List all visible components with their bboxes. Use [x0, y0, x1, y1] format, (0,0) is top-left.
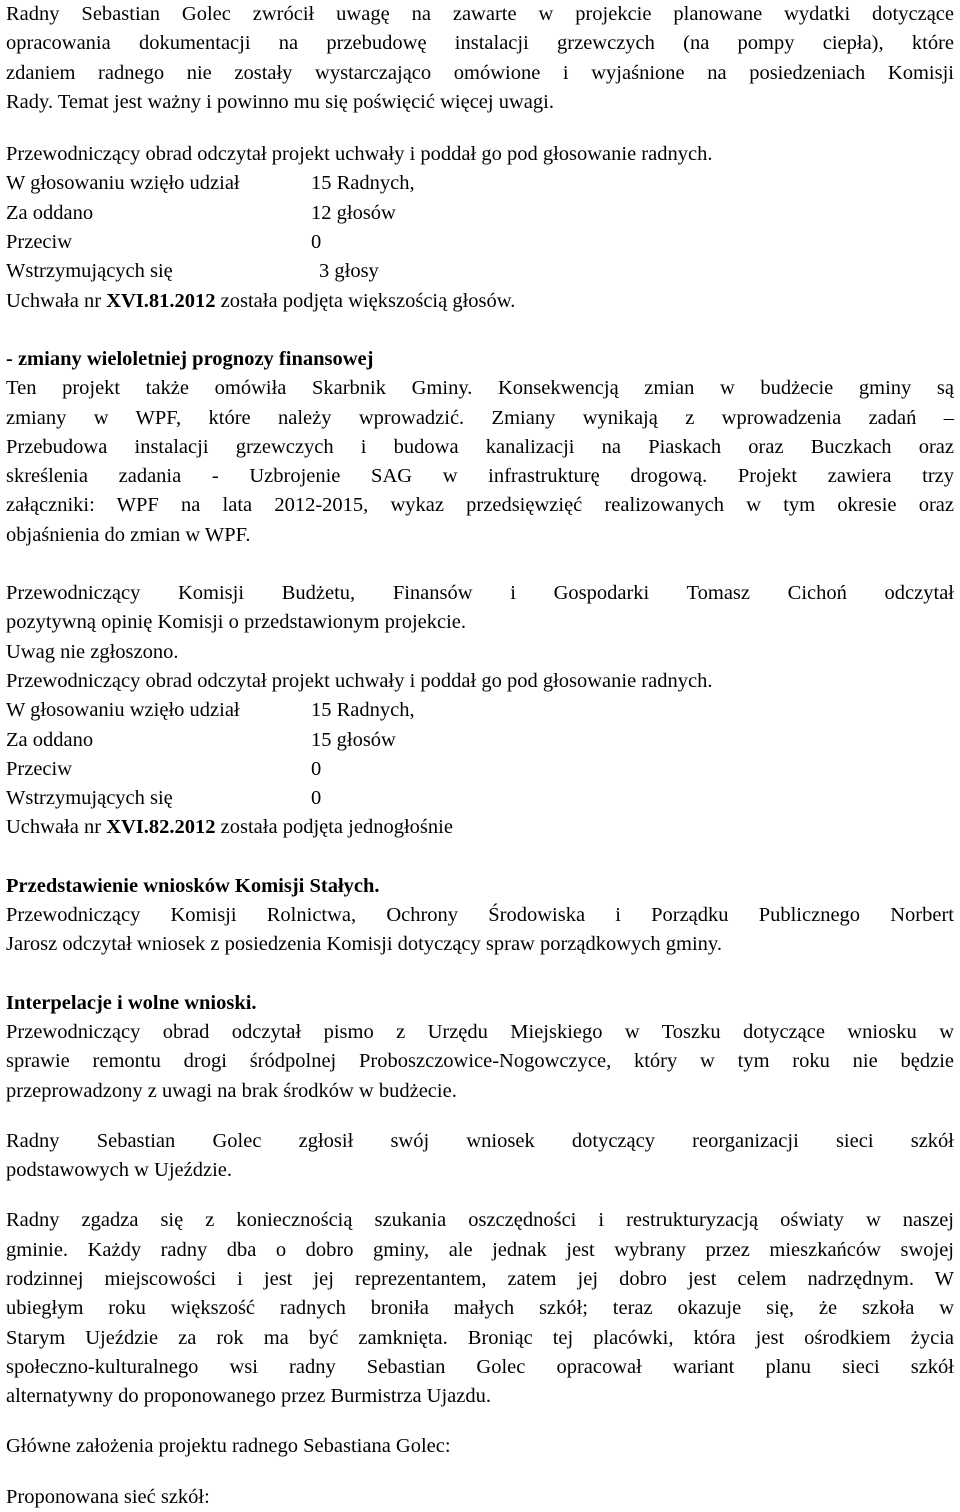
vote-label: Wstrzymujących się [6, 260, 173, 283]
vote-intro: Przewodniczący obrad odczytał projekt uchwały i poddał go pod głosowanie radnych. [6, 669, 713, 692]
text-line: gminie. Każdy radny dba o dobro gminy, ale jednak jest wybrany przez mieszkańców swojej [6, 1238, 954, 1261]
section-heading: - zmiany wieloletniej prognozy finansowej [6, 347, 374, 370]
paragraph-golec-motion [6, 1127, 954, 1186]
text-line: rodzinnej miejscowości i jest jej reprezentantem, zatem jej dobro jest celem nadrzędnym. W [6, 1267, 954, 1290]
text-line: opracowania dokumentacji na przebudowę instalacji grzewczych (na pompy ciepła), które [6, 32, 954, 55]
paragraph-committee-opinion [6, 579, 954, 667]
text-line: Radny Sebastian Golec zgłosił swój wniosek dotyczący reorganizacji sieci szkół [6, 1129, 954, 1152]
vote-block-1 [6, 140, 954, 316]
vote-result [6, 287, 954, 316]
vote-for [6, 199, 954, 228]
text-line: społeczno-kulturalnego wsi radny Sebastian Golec opracował wariant planu sieci szkół [6, 1355, 954, 1378]
vote-against [6, 228, 954, 257]
text-line: Starym Ujeździe za rok ma być zamknięta. Broniąc tej placówki, która jest ośrodkiem życia [6, 1326, 954, 1349]
no-remarks: Uwag nie zgłoszono. [6, 640, 179, 663]
vote-value: 15 Radnych, [311, 699, 415, 722]
vote-participated [6, 169, 954, 198]
text-line: sprawie remontu drogi śródpolnej Proboszczowice-Nogowczyce, który w tym roku nie będzie [6, 1050, 954, 1073]
vote-block-2 [6, 667, 954, 843]
vote-label: Za oddano [6, 728, 94, 751]
vote-value: 0 [311, 231, 322, 254]
vote-abstain [6, 257, 954, 286]
text-line: podstawowych w Ujeździe. [6, 1159, 233, 1182]
text-line: Ten projekt także omówiła Skarbnik Gminy. Konsekwencją zmian w budżecie gminy są [6, 377, 954, 400]
vote-label: W głosowaniu wzięło udział [6, 699, 240, 722]
result-prefix: Uchwała nr [6, 289, 107, 312]
text-line: ubiegłym roku większość radnych broniła małych szkół; teraz okazuje się, że szkoła w [6, 1297, 954, 1320]
vote-label: W głosowaniu wzięło udział [6, 172, 240, 195]
vote-result [6, 813, 954, 842]
text-line: Rady. Temat jest ważny i powinno mu się poświęcić więcej uwagi. [6, 90, 554, 113]
vote-label: Przeciw [6, 757, 73, 780]
section-heading: Przedstawienie wniosków Komisji Stałych. [6, 874, 380, 897]
result-suffix: została podjęta większością głosów. [215, 289, 516, 312]
text-line: Przewodniczący obrad odczytał pismo z Urzędu Miejskiego w Toszku dotyczące wniosku w [6, 1020, 954, 1043]
paragraph-golec-heating [6, 0, 954, 117]
vote-label: Przeciw [6, 231, 73, 254]
text-line: alternatywny do proponowanego przez Burmistrza Ujazdu. [6, 1385, 492, 1408]
vote-value: 0 [311, 757, 322, 780]
text-line: załączniki: WPF na lata 2012-2015, wykaz przedsięwzięć realizowanych w tym okresie oraz [6, 494, 954, 517]
text-line: Przebudowa instalacji grzewczych i budowa kanalizacji na Piaskach oraz Buczkach oraz [6, 435, 954, 458]
text-line: Radny Sebastian Golec zwrócił uwagę na zawarte w projekcie planowane wydatki dotyczące [6, 3, 954, 25]
text-line: objaśnienia do zmian w WPF. [6, 523, 251, 546]
vote-label: Wstrzymujących się [6, 787, 173, 810]
vote-value: 0 [311, 787, 322, 810]
section-heading: Interpelacje i wolne wnioski. [6, 991, 257, 1014]
vote-value: 3 głosy [319, 260, 379, 283]
result-suffix: została podjęta jednogłośnie [215, 816, 453, 839]
text-line: zmiany w WPF, które należy wprowadzić. Zmiany wynikają z wprowadzenia zadań – [6, 406, 954, 429]
text-line: Przewodniczący Komisji Rolnictwa, Ochrony Środowiska i Porządku Publicznego Norbert [6, 904, 954, 927]
resolution-number: XVI.82.2012 [106, 816, 216, 839]
vote-against [6, 755, 954, 784]
section-committee-motions [6, 872, 954, 960]
text-line: Radny zgadza się z koniecznością szukania oszczędności i restrukturyzacją oświaty w naszej [6, 1209, 954, 1232]
vote-value: 15 Radnych, [311, 172, 415, 195]
document-page [6, 0, 954, 1512]
vote-label: Za oddano [6, 201, 94, 224]
paragraph-golec-argument [6, 1206, 954, 1411]
vote-participated [6, 696, 954, 725]
vote-for [6, 726, 954, 755]
text-line: Jarosz odczytał wniosek z posiedzenia Komisji dotyczący spraw porządkowych gminy. [6, 933, 722, 956]
section-interpellations [6, 989, 954, 1106]
text-line: Przewodniczący Komisji Budżetu, Finansów i Gospodarki Tomasz Cichoń odczytał [6, 582, 954, 605]
text-line: pozytywną opinię Komisji o przedstawionym projekcie. [6, 611, 467, 634]
result-prefix: Uchwała nr [6, 816, 107, 839]
vote-value: 15 głosów [311, 728, 396, 751]
assumptions-line: Główne założenia projektu radnego Sebastiana Golec: [6, 1435, 451, 1458]
resolution-number: XVI.81.2012 [106, 289, 216, 312]
vote-intro: Przewodniczący obrad odczytał projekt uchwały i poddał go pod głosowanie radnych. [6, 143, 713, 166]
text-line: skreślenia zadania - Uzbrojenie SAG w infrastrukturę drogową. Projekt zawiera trzy [6, 465, 954, 488]
vote-value: 12 głosów [311, 201, 396, 224]
proposed-network-line: Proponowana sieć szkół: [6, 1485, 210, 1508]
section-wpf [6, 345, 954, 550]
text-line: przeprowadzony z uwagi na brak środków w budżecie. [6, 1079, 457, 1102]
vote-abstain [6, 784, 954, 813]
text-line: zdaniem radnego nie zostały wystarczająco omówione i wyjaśnione na posiedzeniach Komisji [6, 61, 954, 84]
